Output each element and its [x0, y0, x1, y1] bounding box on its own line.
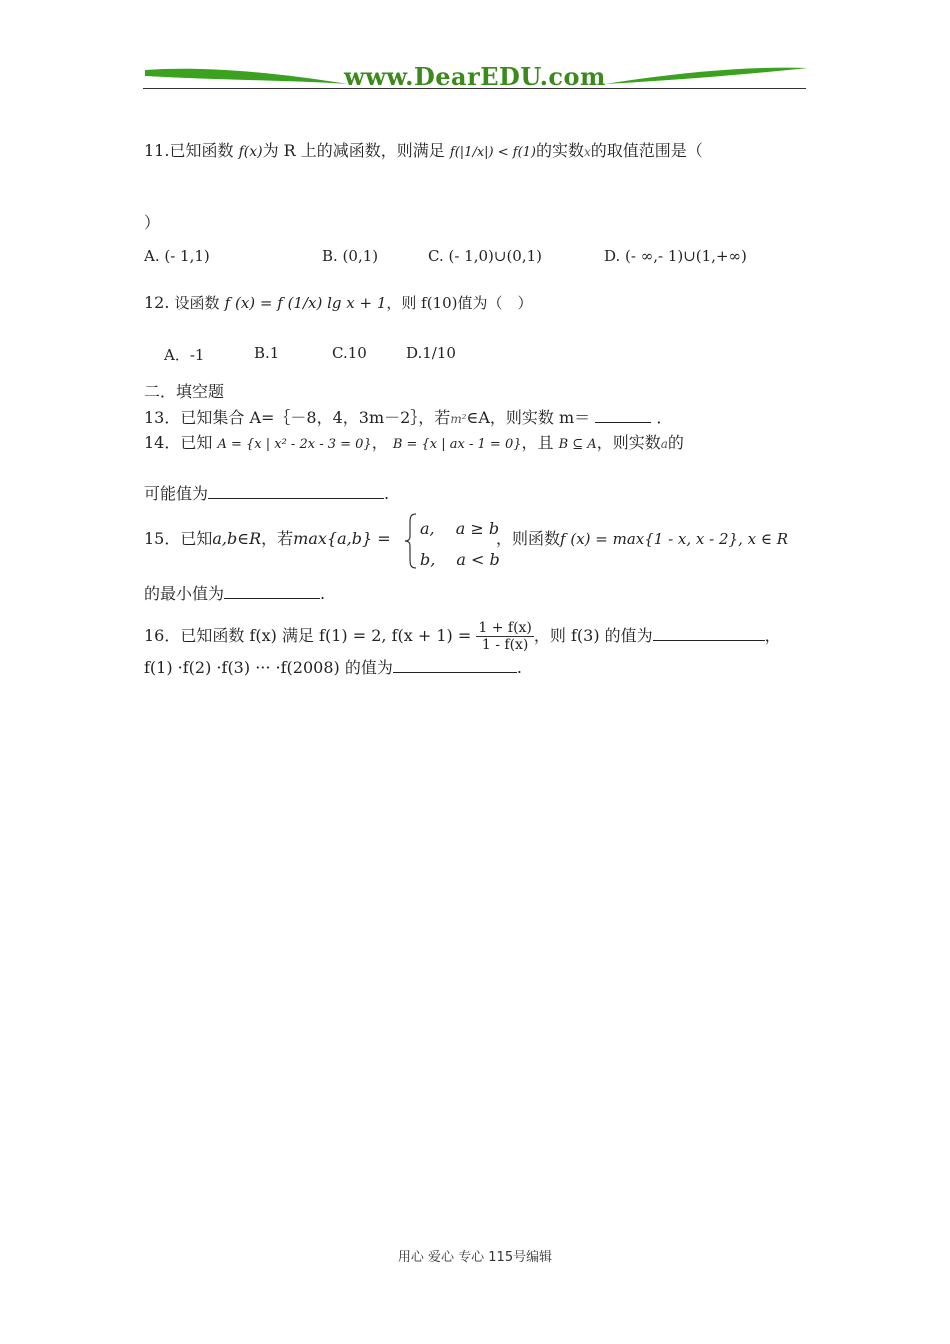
- q14-line: 14．已知 A = {x | x² - 2x - 3 = 0}， B = {x | ax - 1 = 0}，且 B ⊆ A，则实数a的: [144, 433, 684, 452]
- q14-set-b: B = {x | ax - 1 = 0}: [392, 437, 522, 452]
- q14-line2: 可能值为 .: [144, 484, 390, 503]
- q11-option-b: B. (0,1): [322, 247, 379, 265]
- section-fill-blank-title: 二．填空题: [144, 382, 225, 401]
- q15-case1: a, a ≥ b: [420, 519, 500, 538]
- q11-condition: f(|1/x|) < f(1): [449, 145, 536, 160]
- page-footer: 用心 爱心 专心 115号编辑: [397, 1250, 553, 1265]
- q12-formula: f (x) = f (1/x) lg x + 1: [224, 294, 387, 312]
- q12-option-a: A．-1: [164, 346, 205, 364]
- q16-line2: f(1) ·f(2) ·f(3) ··· ·f(2008) 的值为 .: [144, 658, 522, 677]
- q12-option-b: B.1: [254, 344, 280, 362]
- q11-option-d: D. (- ∞,- 1)∪(1,+∞): [604, 247, 747, 265]
- q14-answer-blank[interactable]: [208, 482, 384, 499]
- q16-line: 16．已知函数 f(x) 满足 f(1) = 2, f(x + 1) = $\frac{1 + f(x)}{1 - f(x)}$ ，则 f(3) 的值为 ，: [144, 620, 781, 653]
- q16-fraction: $\frac{1 + f(x)}{1 - f(x)}$: [478, 620, 532, 653]
- header-site-logo: www.DearEDU.com: [344, 62, 606, 91]
- q11-fx: f(x): [238, 144, 263, 160]
- q15-line: 15．已知a,b∈R，若max{a,b} =: [144, 529, 391, 548]
- q11-option-a: A. (- 1,1): [144, 247, 210, 265]
- q11-close-paren: ）: [144, 213, 161, 232]
- q12-option-d: D.1/10: [406, 344, 456, 362]
- q11-option-c: C. (- 1,0)∪(0,1): [428, 247, 543, 265]
- q15-answer-blank[interactable]: [224, 582, 320, 599]
- header-rule: [143, 88, 806, 89]
- q13-answer-blank[interactable]: [595, 406, 651, 423]
- q15-line2: 的最小值为 .: [144, 584, 326, 603]
- q12-line: 12. 设函数 f (x) = f (1/x) lg x + 1，则 f(10)值为（ ）: [144, 293, 533, 312]
- q15-line-right: ，则函数f (x) = max{1 - x, x - 2}, x ∈ R: [496, 529, 788, 548]
- q15-case2: b, a < b: [420, 550, 500, 569]
- q12-number: 12.: [144, 293, 170, 312]
- q13-line: 13．已知集合 A=｛－8，4，3m－2｝，若m²∈A，则实数 m＝ ．: [144, 408, 673, 427]
- q12-option-c: C.10: [332, 344, 367, 362]
- q16-answer-blank-1[interactable]: [653, 624, 765, 641]
- q15-function: f (x) = max{1 - x, x - 2}, x ∈ R: [560, 530, 788, 548]
- q15-brace: [404, 512, 418, 570]
- q11-number: 11.: [144, 141, 170, 160]
- q14-set-a: A = {x | x² - 2x - 3 = 0}: [217, 437, 372, 452]
- q11-line: 11.已知函数 f(x)为 R 上的减函数，则满足 f(|1/x|) < f(1)的实数x的取值范围是（: [144, 141, 703, 160]
- q16-answer-blank-2[interactable]: [393, 656, 517, 673]
